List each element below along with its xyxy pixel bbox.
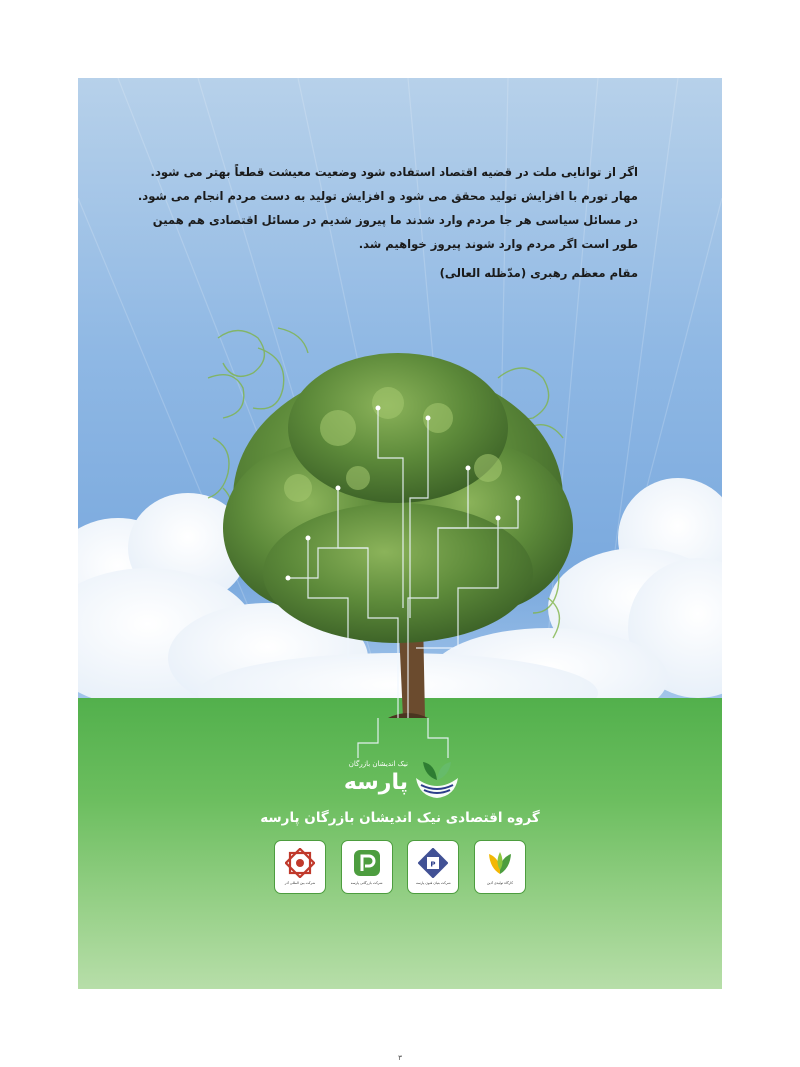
partner-badge — [341, 840, 393, 894]
badge-caption: شرکت بنیان فنون پارسه — [416, 881, 451, 885]
badge-caption: کارگاه تولیدی آذین — [486, 881, 513, 885]
badge-caption: شرکت بین المللی آذر — [284, 881, 316, 885]
quote-line: اگر از توانایی ملت در قضیه اقتصاد استفاده شود وضعیت معیشت قطعاً بهتر می شود. — [150, 165, 638, 179]
quote-line: در مسائل سیاسی هر جا مردم وارد شدند ما پیروز شدیم در مسائل اقتصادی هم همین — [152, 213, 638, 227]
badge-caption: شرکت بازرگانی پارسه — [350, 881, 383, 885]
p-logo-icon — [352, 848, 382, 878]
partner-badge — [274, 840, 326, 894]
partner-badge — [407, 840, 459, 894]
brand-name: پارسه — [343, 770, 408, 795]
partner-badges — [274, 840, 526, 896]
star-emblem-icon — [285, 848, 315, 878]
building-emblem-icon — [418, 848, 448, 878]
quote-line: طور است اگر مردم وارد شوند پیروز خواهیم شد. — [358, 237, 638, 251]
circuit-tree-illustration — [198, 318, 598, 758]
leader-quote — [137, 160, 638, 256]
poster — [78, 78, 722, 989]
partner-badge — [474, 840, 526, 894]
quote-attribution: مقام معظم رهبری (مدّظله العالی) — [439, 266, 638, 280]
svg-text:P: P — [430, 860, 436, 869]
page-number: ۳ — [398, 1054, 402, 1062]
leaf-shield-icon — [485, 848, 515, 878]
parseh-logo-icon — [412, 758, 462, 802]
group-title: گروه اقتصادی نیک اندیشان بازرگان پارسه — [260, 810, 540, 826]
quote-line: مهار تورم با افزایش تولید محقق می شود و افزایش تولید به دست مردم انجام می شود. — [137, 189, 638, 203]
brand-tagline: نیک اندیشان بازرگان — [348, 760, 408, 768]
